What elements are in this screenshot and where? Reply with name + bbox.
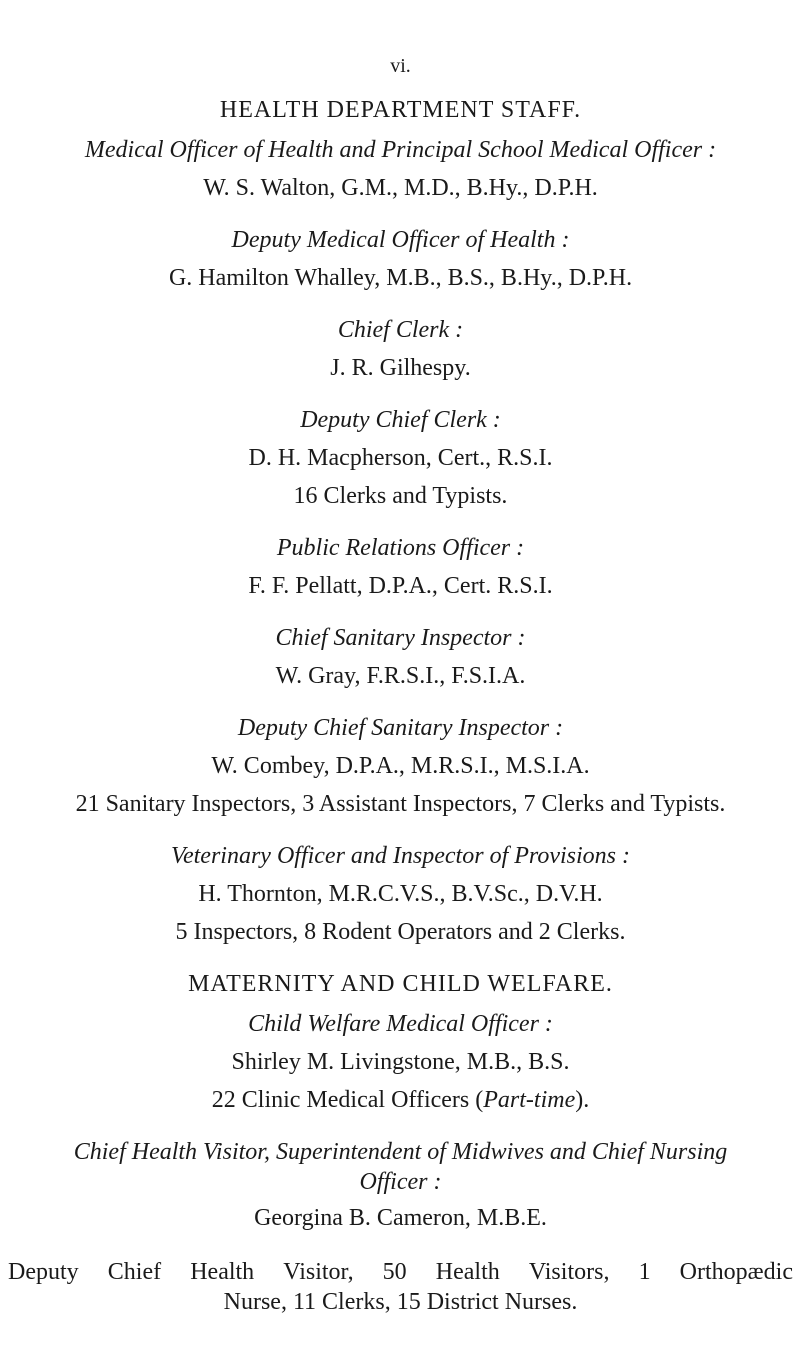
vet-name: H. Thornton, M.R.C.V.S., B.V.Sc., D.V.H. [198, 881, 603, 907]
deputy-csi-title: Deputy Chief Sanitary Inspector : [237, 715, 564, 741]
cwmo-name: Shirley M. Livingstone, M.B., B.S. [231, 1049, 570, 1075]
pro-title: Public Relations Officer : [276, 535, 525, 561]
csi-title: Chief Sanitary Inspector : [275, 625, 526, 651]
final-note-word: Visitors, [528, 1259, 610, 1285]
vet-staff-note: 5 Inspectors, 8 Rodent Operators and 2 Clerks. [175, 919, 626, 945]
final-note-line1 [8, 1258, 793, 1286]
deputy-chief-clerk-title: Deputy Chief Clerk : [300, 407, 501, 433]
final-note-word: Visitor, [283, 1259, 354, 1285]
maternity-heading: MATERNITY AND CHILD WELFARE. [188, 971, 613, 997]
clinic-note [0, 1086, 801, 1114]
chv-title-line1: Chief Health Visitor, Superintendent of Midwives and Chief Nursing [73, 1139, 728, 1165]
final-note-word: Health [435, 1259, 500, 1285]
page-number: vi. [390, 55, 411, 77]
final-note-word: Chief [107, 1259, 162, 1285]
deputy-csi-name: W. Combey, D.P.A., M.R.S.I., M.S.I.A. [211, 753, 590, 779]
moh-name: W. S. Walton, G.M., M.D., B.Hy., D.P.H. [203, 175, 598, 201]
sanitary-staff-note: 21 Sanitary Inspectors, 3 Assistant Inspectors, 7 Clerks and Typists. [75, 791, 726, 817]
chief-clerk-title: Chief Clerk : [337, 317, 464, 343]
clinic-note-suffix: ). [575, 1087, 590, 1113]
health-department-heading: HEALTH DEPARTMENT STAFF. [219, 97, 582, 123]
cwmo-title: Child Welfare Medical Officer : [248, 1011, 553, 1037]
clinic-note-prefix: 22 Clinic Medical Officers ( [211, 1087, 484, 1113]
csi-name: W. Gray, F.R.S.I., F.S.I.A. [275, 663, 526, 689]
final-note-line2: Nurse, 11 Clerks, 15 District Nurses. [223, 1289, 578, 1315]
final-note-word: Orthopædic [679, 1259, 793, 1285]
deputy-moh-name: G. Hamilton Whalley, M.B., B.S., B.Hy., D.P.H. [168, 265, 633, 291]
deputy-chief-clerk-name: D. H. Macpherson, Cert., R.S.I. [248, 445, 553, 471]
chv-name: Georgina B. Cameron, M.B.E. [254, 1205, 547, 1231]
pro-name: F. F. Pellatt, D.P.A., Cert. R.S.I. [248, 573, 553, 599]
chief-clerk-name: J. R. Gilhespy. [330, 355, 471, 381]
final-note-word: Health [190, 1259, 255, 1285]
final-note-word: 50 [382, 1259, 407, 1285]
deputy-moh-title: Deputy Medical Officer of Health : [231, 227, 570, 253]
clinic-note-italic: Part-time [483, 1087, 576, 1113]
moh-title: Medical Officer of Health and Principal School Medical Officer : [84, 137, 717, 163]
vet-title: Veterinary Officer and Inspector of Provisions : [170, 843, 631, 869]
final-note-word: Deputy [8, 1259, 79, 1285]
final-note-word: 1 [638, 1259, 651, 1285]
clerks-note: 16 Clerks and Typists. [293, 483, 508, 509]
chv-title-line2: Officer : [359, 1169, 442, 1195]
